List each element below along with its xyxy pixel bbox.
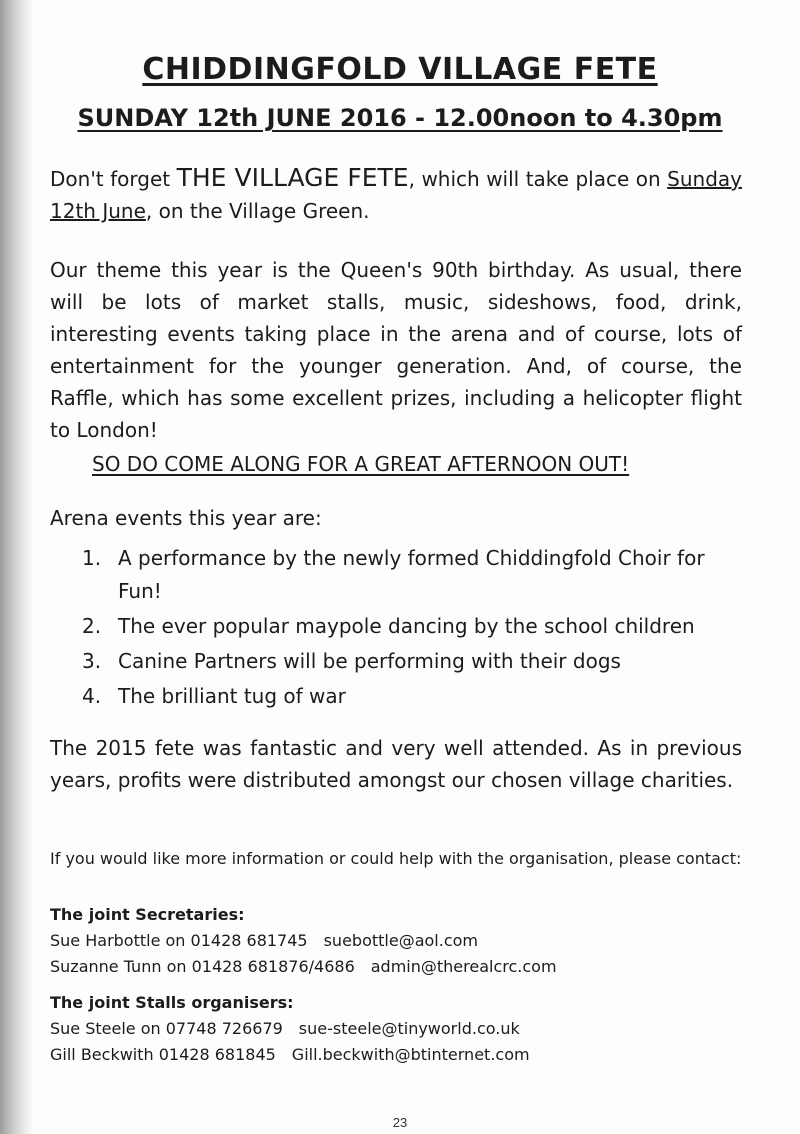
intro-text-a: Don't forget [50, 167, 177, 191]
contact-name-phone: Sue Steele on 07748 726679 [50, 1019, 283, 1038]
contact-email: sue-steele@tinyworld.co.uk [298, 1019, 520, 1038]
intro-paragraph [50, 162, 742, 227]
theme-paragraph: Our theme this year is the Queen's 90th birthday. As usual, there will be lots of market stalls, music, sideshows, food, drink, interesting events taking place in the arena and of course, lots of entertainment for the younger generation. And, of course, the Raffle, which has some excellent prizes, including a helicopter flight to London! [50, 258, 742, 442]
stalls-heading: The joint Stalls organisers: [50, 993, 294, 1012]
intro-text-c: , on the Village Green. [145, 199, 370, 223]
contact-email: admin@therealcrc.com [370, 957, 557, 976]
arena-events-list [82, 542, 752, 715]
page-title: CHIDDINGFOLD VILLAGE FETE [142, 52, 658, 87]
contact-line [50, 1042, 750, 1068]
secretaries-heading: The joint Secretaries: [50, 905, 245, 924]
intro-date: Sunday 12th June [50, 167, 742, 223]
page-number: 23 [392, 1115, 408, 1130]
list-item [82, 610, 752, 643]
contact-name-phone: Sue Harbottle on 01428 681745 [50, 931, 308, 950]
list-item [82, 680, 752, 713]
contact-email: suebottle@aol.com [323, 931, 478, 950]
results-paragraph: The 2015 fete was fantastic and very well attended. As in previous years, profits were distributed amongst our chosen village charities. [50, 736, 742, 792]
arena-intro: Arena events this year are: [50, 506, 322, 530]
contact-name-phone: Suzanne Tunn on 01428 681876/4686 [50, 957, 355, 976]
stalls-block [50, 990, 750, 1068]
list-item-number: 4. [82, 684, 102, 708]
list-item-number: 1. [82, 546, 102, 570]
contact-line [50, 928, 750, 954]
event-date-time: SUNDAY 12th JUNE 2016 - 12.00noon to 4.30pm [77, 104, 723, 132]
list-item-text: Canine Partners will be performing with their dogs [118, 649, 621, 673]
list-item-text: The ever popular maypole dancing by the school children [118, 614, 695, 638]
list-item-text: The brilliant tug of war [118, 684, 346, 708]
secretaries-block [50, 902, 750, 980]
intro-emphasis: THE VILLAGE FETE [176, 163, 409, 192]
list-item-number: 2. [82, 614, 102, 638]
list-item-text: A performance by the newly formed Chiddingfold Choir for Fun! [118, 546, 705, 603]
list-item [82, 645, 752, 678]
list-item [82, 542, 752, 608]
call-to-action: SO DO COME ALONG FOR A GREAT AFTERNOON OUT! [92, 452, 630, 476]
contact-email: Gill.beckwith@btinternet.com [291, 1045, 530, 1064]
contact-intro: If you would like more information or could help with the organisation, please contact: [50, 849, 742, 868]
list-item-number: 3. [82, 649, 102, 673]
contact-line [50, 1016, 750, 1042]
contact-line [50, 954, 750, 980]
intro-text-b: , which will take place on [408, 167, 668, 191]
contact-name-phone: Gill Beckwith 01428 681845 [50, 1045, 276, 1064]
